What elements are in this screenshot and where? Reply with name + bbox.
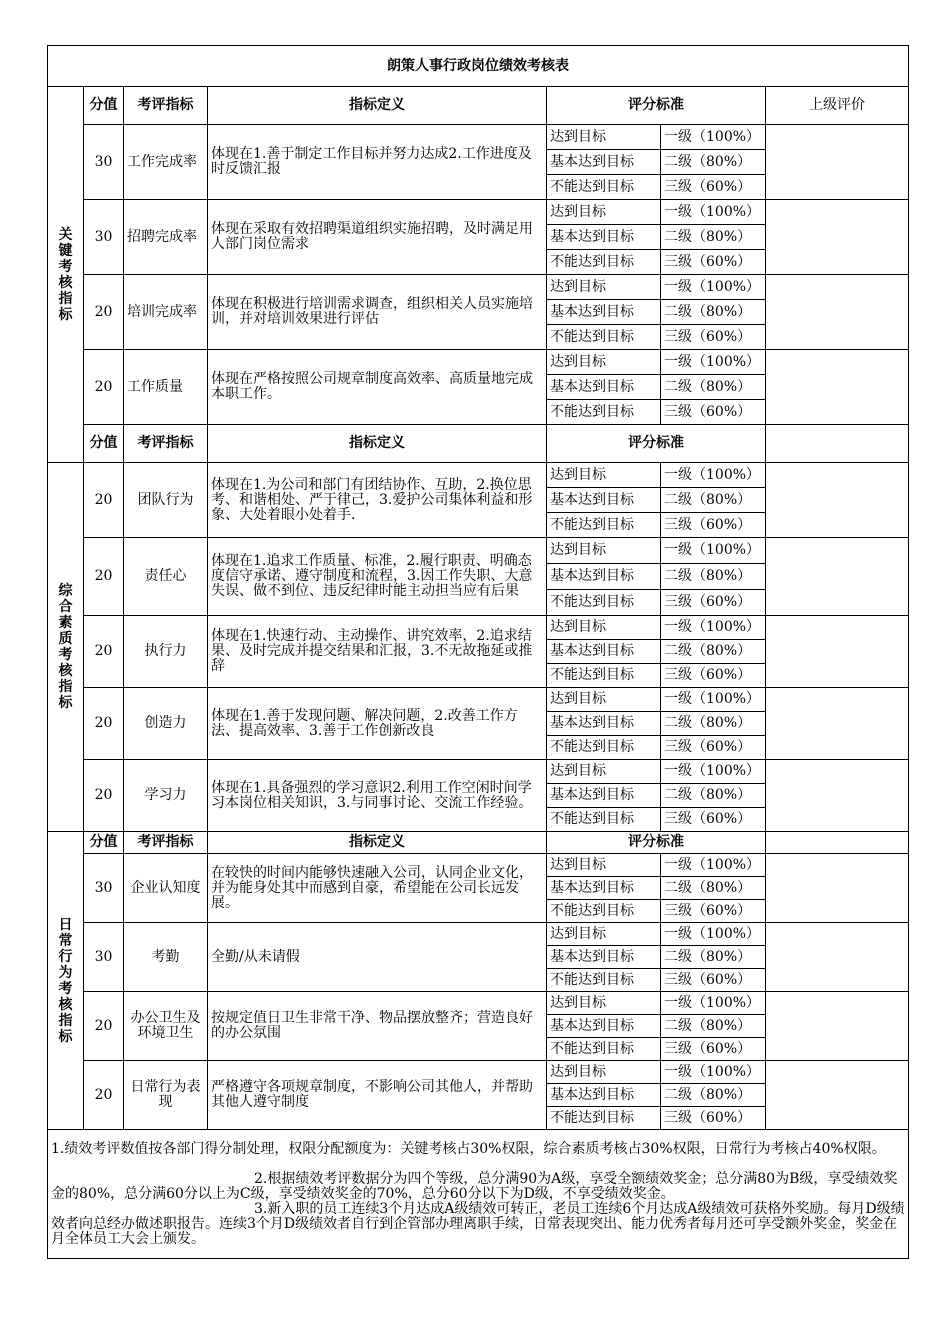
level-label: 基本达到目标 [547,877,661,900]
level-grade: 二级（80%） [661,300,766,325]
item-indicator: 日常行为表现 [124,1061,208,1130]
item-indicator: 办公卫生及环境卫生 [124,992,208,1061]
level-label: 达到目标 [547,854,661,877]
level-label: 不能达到目标 [547,664,661,688]
level-grade: 三级（60%） [661,969,766,992]
superior-evaluation-cell[interactable] [766,688,909,760]
item-definition: 体现在采取有效招聘渠道组织实施招聘，及时满足用人部门岗位需求 [208,200,547,275]
level-label: 不能达到目标 [547,736,661,760]
level-grade: 二级（80%） [661,946,766,969]
item-definition: 体现在1.善于制定工作目标并努力达成2.工作进度及时反馈汇报 [208,125,547,200]
level-label: 达到目标 [547,688,661,712]
item-definition: 体现在1.具备强烈的学习意识2.利用工作空闲时间学习本岗位相关知识，3.与同事讨论、交流工作经验。 [208,760,547,832]
level-label: 达到目标 [547,538,661,564]
notes-block [48,1130,909,1259]
header-definition: 指标定义 [208,425,547,463]
note-3: 3.新入职的员工连续3个月达成A级绩效可转正，老员工连续6个月达成A级绩效可获格外奖励。每月D级绩效者向总经办做述职报告。连续3个月D级绩效者自行到企管部办理离职手续，日常表现突出、能力优秀者每月还可享受额外奖金，奖金在月全体员工大会上颁发。 [51,1200,905,1247]
superior-evaluation-cell[interactable] [766,350,909,425]
level-grade: 一级（100%） [661,923,766,946]
item-score: 20 [84,463,124,538]
header-indicator: 考评指标 [124,832,208,854]
superior-evaluation-cell[interactable] [766,200,909,275]
level-label: 基本达到目标 [547,784,661,808]
level-grade: 二级（80%） [661,1015,766,1038]
level-grade: 一级（100%） [661,760,766,784]
level-grade: 二级（80%） [661,375,766,400]
item-score: 30 [84,125,124,200]
item-score: 30 [84,200,124,275]
level-grade: 三级（60%） [661,250,766,275]
level-label: 达到目标 [547,1061,661,1084]
header-score: 分值 [84,87,124,125]
level-grade: 三级（60%） [661,1107,766,1130]
level-grade: 一级（100%） [661,992,766,1015]
level-label: 达到目标 [547,275,661,300]
level-grade: 二级（80%） [661,488,766,513]
level-label: 基本达到目标 [547,1015,661,1038]
item-score: 30 [84,854,124,923]
level-label: 不能达到目标 [547,969,661,992]
superior-evaluation-cell[interactable] [766,1061,909,1130]
level-grade: 三级（60%） [661,175,766,200]
level-label: 不能达到目标 [547,808,661,832]
level-grade: 一级（100%） [661,350,766,375]
superior-evaluation-cell[interactable] [766,616,909,688]
item-indicator: 团队行为 [124,463,208,538]
item-definition: 体现在1.善于发现问题、解决问题，2.改善工作方法、提高效率、3.善于工作创新改良 [208,688,547,760]
level-label: 基本达到目标 [547,488,661,513]
level-label: 达到目标 [547,200,661,225]
level-label: 不能达到目标 [547,325,661,350]
level-grade: 三级（60%） [661,808,766,832]
form-title: 朗策人事行政岗位绩效考核表 [48,46,909,87]
level-label: 基本达到目标 [547,564,661,590]
level-label: 不能达到目标 [547,590,661,616]
superior-evaluation-cell[interactable] [766,760,909,832]
superior-evaluation-cell[interactable] [766,275,909,350]
item-definition: 体现在1.追求工作质量、标准，2.履行职责、明确态度信守承诺、遵守制度和流程，3.因工作失职、大意失误、做不到位、违反纪律时能主动担当应有后果 [208,538,547,616]
header-empty-cell [766,832,909,854]
item-indicator: 企业认知度 [124,854,208,923]
superior-evaluation-cell[interactable] [766,463,909,538]
superior-evaluation-cell[interactable] [766,125,909,200]
superior-evaluation-cell[interactable] [766,923,909,992]
level-label: 达到目标 [547,760,661,784]
item-indicator: 执行力 [124,616,208,688]
level-label: 不能达到目标 [547,1038,661,1061]
header-standard: 评分标准 [547,425,766,463]
note-2: 2.根据绩效考评数据分为四个等级，总分满90为A级，享受全额绩效奖金；总分满80为B级，享受绩效奖金的80%，总分满60分以上为C级，享受绩效奖金的70%，总分60分以下为D级，不享受绩效奖金。 [51,1170,898,1202]
appraisal-sheet [47,45,908,1266]
item-score: 20 [84,760,124,832]
level-grade: 一级（100%） [661,616,766,640]
level-grade: 一级（100%） [661,688,766,712]
appraisal-table [47,45,909,463]
level-grade: 二级（80%） [661,877,766,900]
appraisal-table-part2 [47,462,909,1259]
item-definition: 在较快的时间内能够快速融入公司，认同企业文化，并为能身处其中而感到自豪，希望能在公司长远发展。 [208,854,547,923]
level-grade: 二级（80%） [661,564,766,590]
section-label-daily: 日常行为考核指标 [48,832,84,1130]
item-indicator: 工作完成率 [124,125,208,200]
level-grade: 三级（60%） [661,513,766,538]
level-label: 不能达到目标 [547,513,661,538]
item-definition: 体现在1.快速行动、主动操作、讲究效率，2.追求结果、及时完成并提交结果和汇报，3.不无故拖延或推辞 [208,616,547,688]
header-superior-evaluation: 上级评价 [766,87,909,125]
item-definition: 体现在1.为公司和部门有团结协作、互助，2.换位思考、和谐相处、严于律己，3.爱护公司集体利益和形象、大处着眼小处着手. [208,463,547,538]
level-grade: 三级（60%） [661,1038,766,1061]
level-grade: 二级（80%） [661,150,766,175]
item-score: 30 [84,923,124,992]
superior-evaluation-cell[interactable] [766,538,909,616]
level-grade: 一级（100%） [661,854,766,877]
item-definition: 全勤/从未请假 [208,923,547,992]
item-definition: 按规定值日卫生非常干净、物品摆放整齐；营造良好的办公氛围 [208,992,547,1061]
item-indicator: 考勤 [124,923,208,992]
item-score: 20 [84,538,124,616]
item-indicator: 责任心 [124,538,208,616]
level-label: 达到目标 [547,350,661,375]
level-label: 基本达到目标 [547,375,661,400]
section-label-quality: 综合素质考核指标 [48,463,84,832]
header-standard: 评分标准 [547,87,766,125]
level-grade: 一级（100%） [661,463,766,488]
item-indicator: 招聘完成率 [124,200,208,275]
level-grade: 二级（80%） [661,784,766,808]
level-label: 基本达到目标 [547,946,661,969]
header-standard: 评分标准 [547,832,766,854]
level-grade: 三级（60%） [661,325,766,350]
level-grade: 二级（80%） [661,1084,766,1107]
header-indicator: 考评指标 [124,87,208,125]
level-label: 基本达到目标 [547,150,661,175]
level-label: 不能达到目标 [547,250,661,275]
level-grade: 二级（80%） [661,225,766,250]
level-label: 基本达到目标 [547,225,661,250]
note-1: 1.绩效考评数值按各部门得分制处理，权限分配额度为：关键考核占30%权限，综合素质考核占30%权限，日常行为考核占40%权限。 [51,1140,886,1157]
level-label: 基本达到目标 [547,712,661,736]
level-label: 不能达到目标 [547,175,661,200]
level-label: 达到目标 [547,923,661,946]
header-definition: 指标定义 [208,87,547,125]
header-empty-cell [766,425,909,463]
header-score: 分值 [84,832,124,854]
level-grade: 三级（60%） [661,664,766,688]
level-grade: 二级（80%） [661,712,766,736]
level-grade: 一级（100%） [661,538,766,564]
level-grade: 一级（100%） [661,275,766,300]
header-definition: 指标定义 [208,832,547,854]
level-label: 基本达到目标 [547,1084,661,1107]
level-grade: 三级（60%） [661,736,766,760]
item-indicator: 工作质量 [124,350,208,425]
level-grade: 二级（80%） [661,640,766,664]
level-grade: 一级（100%） [661,1061,766,1084]
level-grade: 三级（60%） [661,590,766,616]
section-label-key: 关键考核指标 [48,87,84,463]
item-score: 20 [84,616,124,688]
item-definition: 体现在积极进行培训需求调查，组织相关人员实施培训，并对培训效果进行评估 [208,275,547,350]
level-label: 不能达到目标 [547,400,661,425]
item-indicator: 学习力 [124,760,208,832]
level-label: 达到目标 [547,125,661,150]
level-label: 达到目标 [547,463,661,488]
item-indicator: 培训完成率 [124,275,208,350]
header-score: 分值 [84,425,124,463]
item-score: 20 [84,1061,124,1130]
item-definition: 体现在严格按照公司规章制度高效率、高质量地完成本职工作。 [208,350,547,425]
level-label: 达到目标 [547,992,661,1015]
item-indicator: 创造力 [124,688,208,760]
level-label: 不能达到目标 [547,1107,661,1130]
level-label: 基本达到目标 [547,300,661,325]
level-label: 不能达到目标 [547,900,661,923]
level-grade: 一级（100%） [661,200,766,225]
item-score: 20 [84,275,124,350]
item-score: 20 [84,992,124,1061]
level-grade: 三级（60%） [661,900,766,923]
header-indicator: 考评指标 [124,425,208,463]
level-grade: 一级（100%） [661,125,766,150]
level-label: 基本达到目标 [547,640,661,664]
item-score: 20 [84,688,124,760]
level-label: 达到目标 [547,616,661,640]
superior-evaluation-cell[interactable] [766,854,909,923]
superior-evaluation-cell[interactable] [766,992,909,1061]
item-definition: 严格遵守各项规章制度，不影响公司其他人，并帮助其他人遵守制度 [208,1061,547,1130]
level-grade: 三级（60%） [661,400,766,425]
item-score: 20 [84,350,124,425]
